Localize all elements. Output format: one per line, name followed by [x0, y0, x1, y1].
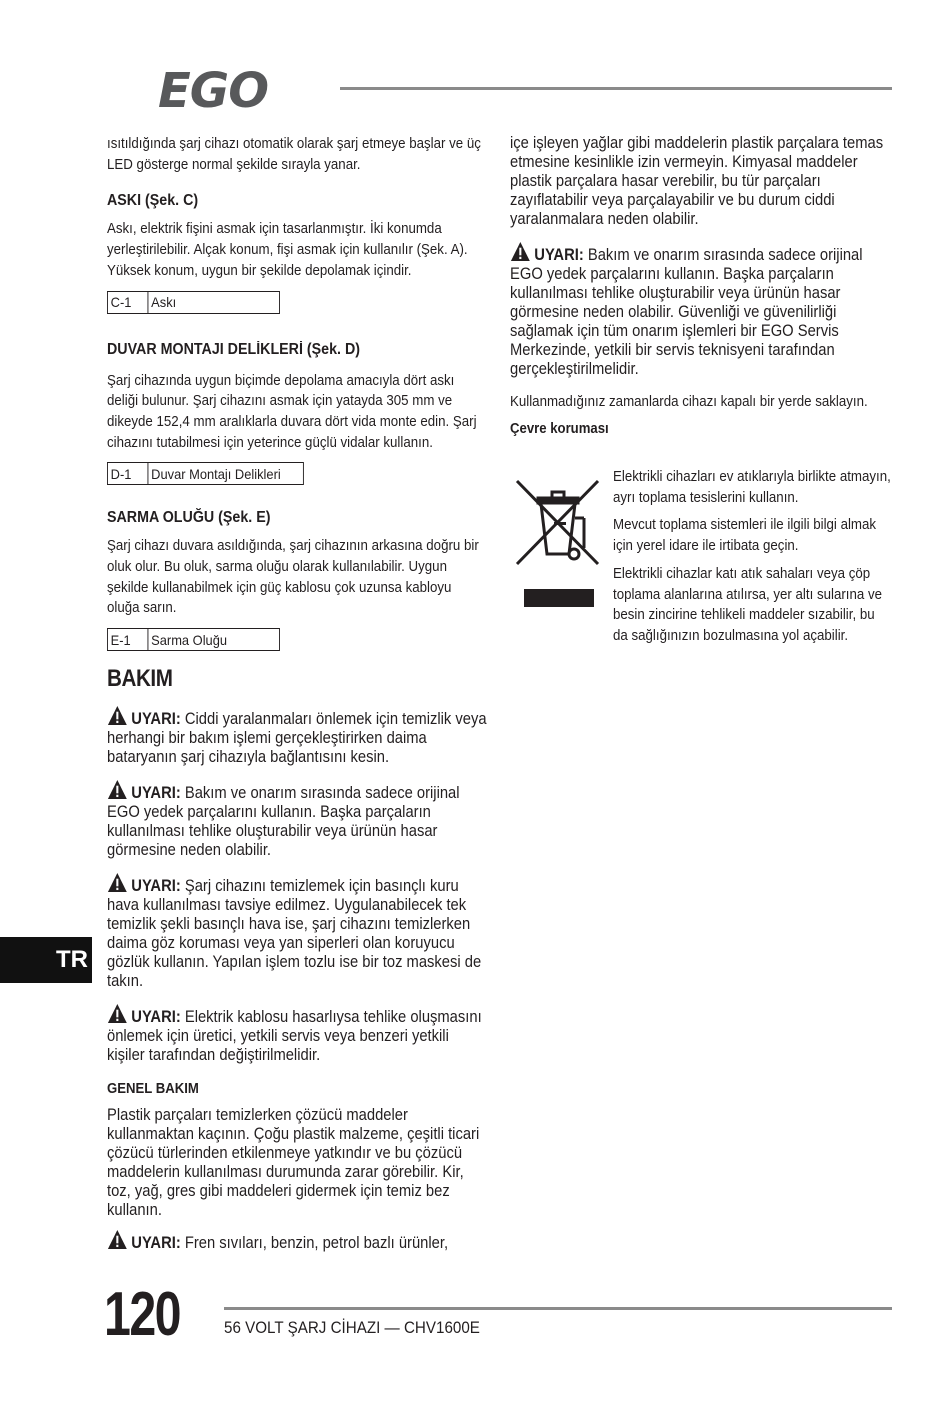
genel-bakim-text: Plastik parçaları temizlerken çözücü maddeler kullanmaktan kaçının. Çoğu plastik malzeme, çeşitli ticari çözücü türlerinden etkilenmeye yatkındır ve bu çözücü maddelerin kullanılması durumunda zarar görebilir. Kir, toz, yağ, gres gibi maddeleri gidermek için temiz bez kullanın. [107, 1106, 480, 1220]
continued-text: içe işleyen yağlar gibi maddelerin plastik parçalara temas etmesine kesinlikle izin vermeyin. Kimyasal maddeler plastik parçalara hasar verebilir, bu tür parçaları zayıflatabilir veya parçalayabilir ve bu durum ciddi yaralanmalara neden olabilir. [510, 134, 884, 228]
header-rule [340, 87, 892, 90]
warning-icon [107, 1003, 128, 1024]
env-text-block [613, 467, 893, 647]
warning-icon [107, 705, 128, 726]
right-column [510, 134, 890, 437]
warning-label: UYARI: [131, 877, 181, 896]
warning-label: UYARI: [131, 710, 181, 729]
warning-icon [107, 779, 128, 800]
env-paragraph: Elektrikli cihazlar katı atık sahaları veya çöp toplama alanlarına atılırsa, yer altı sularına ve besin zincirine tehlikeli maddeler sızabilir, bu da sağlığınızın bozulmasına yol açabilir. [613, 565, 883, 644]
warning-paragraph [107, 705, 487, 767]
duvar-heading: DUVAR MONTAJI DELİKLERİ (Şek. D) [107, 340, 360, 358]
env-paragraph: Elektrikli cihazları ev atıklarıyla birlikte atmayın, ayrı toplama tesislerini kullanın. [613, 469, 891, 506]
aski-heading: ASKI (Şek. C) [107, 192, 199, 210]
crossed-bin-icon [514, 478, 602, 608]
svg-text:EGO: EGO [158, 66, 268, 111]
storage-text: Kullanmadığınız zamanlarda cihazı kapalı bir yerde saklayın. [510, 394, 868, 410]
callout-code: E-1 [108, 629, 148, 650]
footer-title: 56 VOLT ŞARJ CİHAZI — CHV1600E [224, 1319, 480, 1337]
env-paragraph: Mevcut toplama sistemleri ile ilgili bilgi almak için yerel idare ile irtibata geçin. [613, 517, 877, 555]
language-tab: TR [0, 937, 92, 983]
warning-paragraph [107, 779, 487, 860]
env-heading: Çevre koruması [510, 420, 609, 437]
callout-code: C-1 [108, 292, 148, 313]
sarma-heading: SARMA OLUĞU (Şek. E) [107, 509, 271, 527]
warning-text: Fren sıvıları, benzin, petrol bazlı ürünler, [184, 1234, 449, 1253]
footer-rule [224, 1307, 892, 1310]
warning-text: Elektrik kablosu hasarlıysa tehlike oluşmasını önlemek için üretici, yetkili servis veya benzeri yetkili kişiler tarafından değiştirilmelidir. [107, 1008, 482, 1065]
genel-bakim-heading: GENEL BAKIM [107, 1081, 199, 1098]
warning-text: Şarj cihazını temizlemek için basınçlı kuru hava kullanılması tavsiye edilmez. Uygulanabilecek tek temizlik şekli basınçlı hava ise, şarj cihazını temizlerken daima göz koruması veya yan siperleri olan koruyucu gözlük kullanın. Yapılan işlem tozlu ise bir toz maskesi de takın. [107, 877, 482, 991]
warning-label: UYARI: [534, 246, 584, 264]
warning-label: UYARI: [131, 1008, 181, 1027]
callout-code: D-1 [108, 463, 148, 484]
warning-text: Ciddi yaralanmaları önlemek için temizlik veya herhangi bir bakım işlemi gerçekleştirirken daima bataryanın şarj cihazıyla bağlantısını kesin. [107, 710, 487, 767]
aski-callout [107, 291, 280, 314]
duvar-callout [107, 462, 304, 485]
callout-label: Sarma Oluğu [151, 631, 228, 648]
intro-text: ısıtıldığında şarj cihazı otomatik olarak şarj etmeye başlar ve üç LED gösterge normal şekilde sırayla yanar. [107, 136, 481, 173]
warning-icon [510, 241, 531, 262]
duvar-text: Şarj cihazında uygun biçimde depolama amacıyla dört askı deliği bulunur. Şarj cihazını asmak için yatayda 305 mm ve dikeyde 152,4 mm aralıklarla duvara dört vida monte edin. Şarj cihazını tutabilmesi için yeterince güçlü vidalar kullanın. [107, 372, 477, 451]
callout-label: Askı [151, 294, 177, 311]
warning-paragraph [107, 1229, 487, 1253]
bakim-heading: BAKIM [107, 665, 173, 693]
warning-paragraph [107, 1003, 487, 1065]
warning-paragraph [107, 872, 487, 991]
warning-label: UYARI: [131, 1234, 181, 1253]
warning-icon [107, 1229, 128, 1250]
aski-text: Askı, elektrik fişini asmak için tasarlanmıştır. İki konumda yerleştirilebilir. Alçak konum, fişi asmak için kullanılır (Şek. A). Yüksek konum, uygun bir şekilde depolamak içindir. [107, 221, 468, 279]
warning-paragraph [510, 241, 890, 379]
callout-label: Duvar Montajı Delikleri [151, 465, 281, 482]
warning-text: Bakım ve onarım sırasında sadece orijinal EGO yedek parçalarını kullanın. Başka parçaların kullanılması tehlike oluşturabilir veya ürünün hasar görmesine neden olabilir. [107, 784, 460, 860]
warning-text: Bakım ve onarım sırasında sadece orijinal EGO yedek parçalarını kullanın. Başka parçaların kullanılması tehlike oluşturabilir veya ürünün hasar görmesine neden olabilir. Güvenliği ve güvenilirliği sağlamak için tüm onarım işlemleri bir EGO Servis Merkezinde, yetkili bir servis teknisyeni tarafından gerçekleştirilmelidir. [510, 246, 863, 378]
left-column [107, 134, 487, 1253]
warning-icon [107, 872, 128, 893]
sarma-callout [107, 628, 280, 651]
page-number: 120 [104, 1280, 181, 1349]
sarma-text: Şarj cihazı duvara asıldığında, şarj cihazının arkasına doğru bir oluk olur. Bu oluk, sarma oluğu olarak kullanılabilir. Uygun şekilde kullanabilmek için güç kablosu çok uzunsa kabloyu oluğa sarın. [107, 538, 479, 617]
warning-label: UYARI: [131, 784, 181, 803]
ego-logo [107, 66, 319, 111]
